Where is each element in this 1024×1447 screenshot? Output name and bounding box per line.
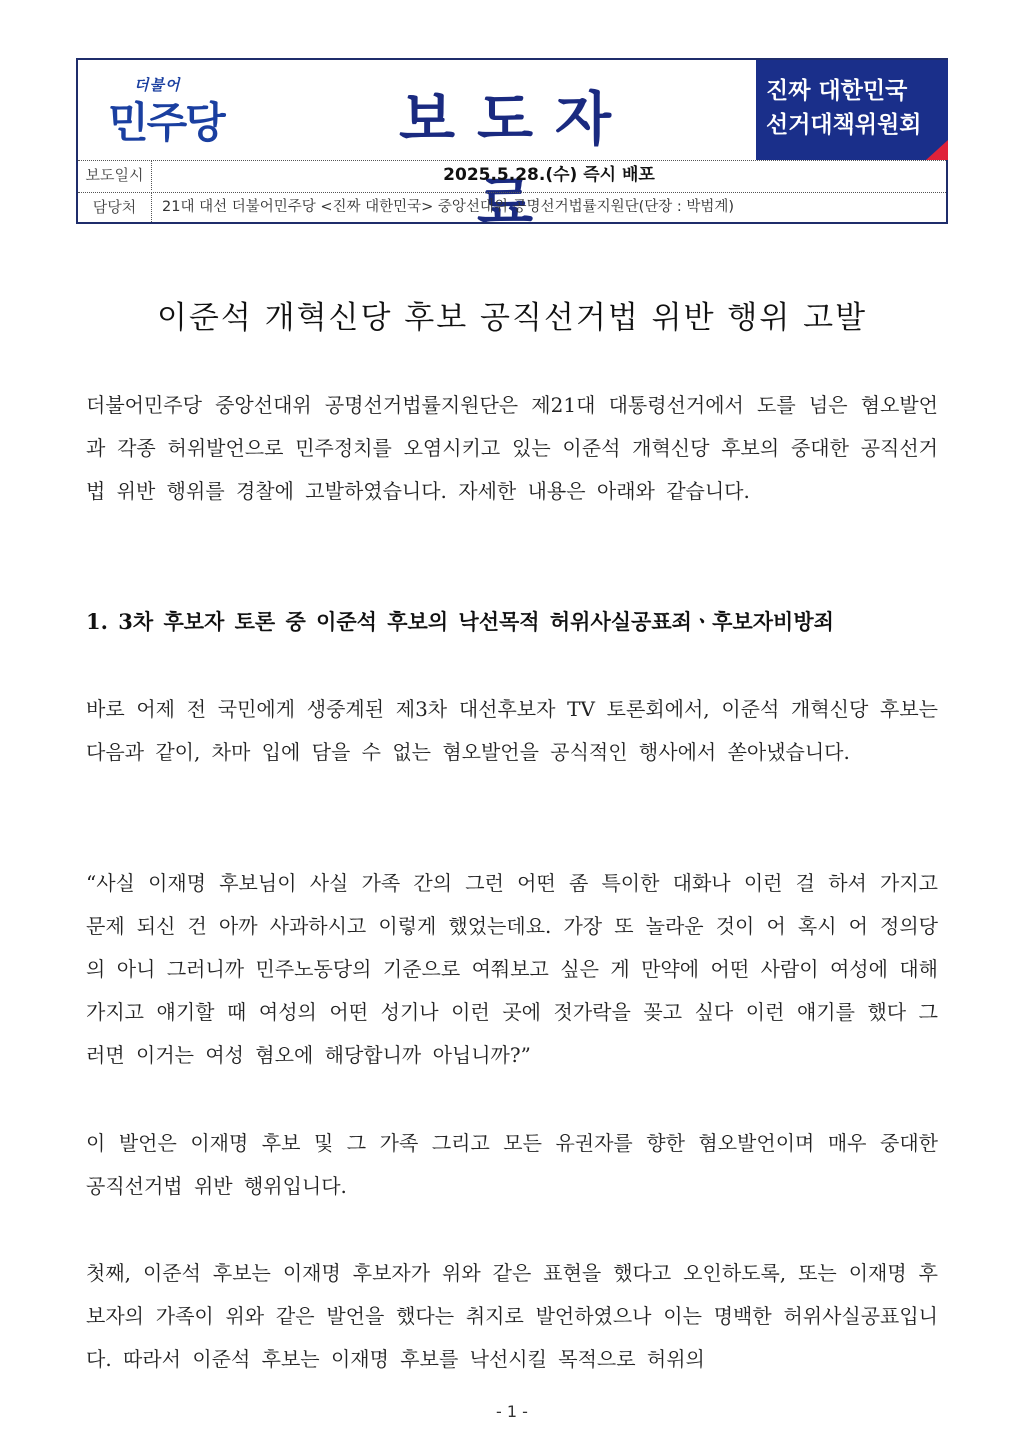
press-release-header (76, 58, 948, 237)
logo-main-text: 민주당 (108, 98, 224, 147)
contact-value: 21대 대선 더불어민주당 <진짜 대한민국> 중앙선대위 공명선거법률지원단(단장 : 박범계) (162, 199, 735, 215)
party-logo (100, 70, 250, 150)
quote-paragraph: “사실 이재명 후보님이 사실 가족 간의 그런 어떤 좀 특이한 대화나 이런 걸 하셔 가지고 문제 되신 건 아까 사과하시고 이렇게 했었는데요. 가장 또 놀라운 것이 어 혹시 어 정의당의 아니 그러니까 민주노동당의 기준으로 여쭤보고 싶은 게 만약에 어떤 사람이 여성에 대해 가지고 얘기할 때 여성의 어떤 성기나 이런 곳에 젓가락을 꽂고 싶다 이런 얘기를 했다 그러면 이거는 여성 혐오에 해당합니까 아닙니까?” (86, 871, 938, 1067)
committee-badge (756, 60, 948, 160)
committee-line-2: 선거대책위원회 (766, 112, 922, 138)
paragraph-1: 바로 어제 전 국민에게 생중계된 제3차 대선후보자 TV 토론회에서, 이준석 개혁신당 후보는 다음과 같이, 차마 입에 담을 수 없는 혐오발언을 공식적인 행사에서 쏟아냈습니다. (86, 697, 938, 764)
page-number: - 1 - (496, 1402, 528, 1421)
release-date-label: 보도일시 (78, 161, 152, 190)
press-release-title: 보도자료 (398, 85, 634, 237)
paragraph-3: 첫째, 이준석 후보는 이재명 후보자가 위와 같은 표현을 했다고 오인하도록, 또는 이재명 후보자의 가족이 위와 같은 발언을 했다는 취지로 발언하였으나 이는 명백한 허위사실공표입니다. 따라서 이준석 후보는 이재명 후보를 낙선시킬 목적으로 허위의 (86, 1261, 938, 1371)
logo-small-text: 더불어 (134, 76, 181, 94)
article-headline: 이준석 개혁신당 후보 공직선거법 위반 행위 고발 (156, 300, 868, 336)
intro-paragraph: 더불어민주당 중앙선대위 공명선거법률지원단은 제21대 대통령선거에서 도를 넘은 혐오발언과 각종 허위발언으로 민주정치를 오염시키고 있는 이준석 개혁신당 후보의 중대한 공직선거법 위반 행위를 경찰에 고발하였습니다. 자세한 내용은 아래와 같습니다. (86, 393, 938, 503)
contact-label: 담당처 (78, 193, 152, 222)
badge-corner-accent (926, 140, 948, 160)
release-date-value: 2025.5.28.(수) 즉시 배포 (443, 165, 655, 185)
contact-row (78, 192, 946, 222)
release-date-row (78, 160, 946, 190)
section-1-title: 1. 3차 후보자 토론 중 이준석 후보의 낙선목적 허위사실공표죄ㆍ후보자비방죄 (86, 609, 834, 634)
committee-line-1: 진짜 대한민국 (766, 78, 908, 104)
paragraph-2: 이 발언은 이재명 후보 및 그 가족 그리고 모든 유권자를 향한 혐오발언이며 매우 중대한 공직선거법 위반 행위입니다. (86, 1131, 938, 1198)
